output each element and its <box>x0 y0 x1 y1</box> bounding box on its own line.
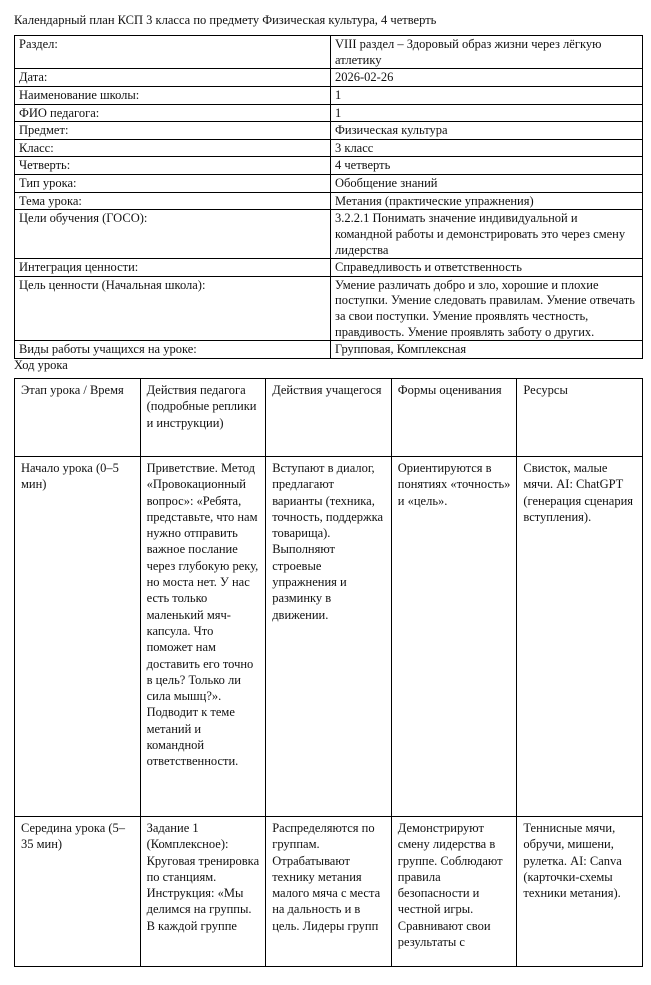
assessment-cell: Демонстрируют смену лидерства в группе. Соблюдают правила безопасности и честной игры. Сравнивают свои результаты с <box>391 817 517 967</box>
info-value: Справедливость и ответственность <box>331 259 643 277</box>
student-cell: Распределяются по группам. Отрабатывают технику метания малого мяча с места на дальность и в цель. Лидеры групп <box>266 817 392 967</box>
info-label: Класс: <box>15 139 331 157</box>
lesson-flow-table <box>14 378 643 967</box>
info-value: Метания (практические упражнения) <box>331 192 643 210</box>
info-value: 4 четверть <box>331 157 643 175</box>
stage-cell: Середина урока (5–35 мин) <box>15 817 141 967</box>
info-label: Дата: <box>15 69 331 87</box>
info-label: Цели обучения (ГОСО): <box>15 210 331 259</box>
info-row-value-goal <box>15 276 643 341</box>
info-row-grade <box>15 139 643 157</box>
student-cell: Вступают в диалог, предлагают варианты (техника, точность, поддержка товарища). Выполняют строевые упражнения и разминку в движении. <box>266 457 392 817</box>
info-value: Обобщение знаний <box>331 175 643 193</box>
stage-cell: Начало урока (0–5 мин) <box>15 457 141 817</box>
info-label: Тема урока: <box>15 192 331 210</box>
info-value: VIII раздел – Здоровый образ жизни через лёгкую атлетику <box>331 36 643 69</box>
info-label: Цель ценности (Начальная школа): <box>15 276 331 341</box>
info-label: Раздел: <box>15 36 331 69</box>
info-label: Четверть: <box>15 157 331 175</box>
info-row-learning-goals <box>15 210 643 259</box>
info-value: 2026-02-26 <box>331 69 643 87</box>
header-student-actions: Действия учащегося <box>266 379 392 457</box>
resources-cell: Теннисные мячи, обручи, мишени, рулетка. AI: Canva (карточки-схемы техники метания). <box>517 817 643 967</box>
header-assessment: Формы оценивания <box>391 379 517 457</box>
info-value: Групповая, Комплексная <box>331 341 643 359</box>
info-value: 1 <box>331 104 643 122</box>
info-label: Интеграция ценности: <box>15 259 331 277</box>
info-row-date <box>15 69 643 87</box>
info-label: Наименование школы: <box>15 86 331 104</box>
teacher-cell: Задание 1 (Комплексное): Круговая тренировка по станциям. Инструкция: «Мы делимся на группы. В каждой группе <box>140 817 266 967</box>
info-row-subject <box>15 122 643 140</box>
info-value: Физическая культура <box>331 122 643 140</box>
info-label: Виды работы учащихся на уроке: <box>15 341 331 359</box>
info-label: Тип урока: <box>15 175 331 193</box>
header-teacher-actions: Действия педагога (подробные реплики и инструкции) <box>140 379 266 457</box>
info-value: 3.2.2.1 Понимать значение индивидуальной и командной работы и демонстрировать это через смену лидерства <box>331 210 643 259</box>
table-row <box>15 457 643 817</box>
info-row-lesson-type <box>15 175 643 193</box>
assessment-cell: Ориентируются в понятиях «точность» и «цель». <box>391 457 517 817</box>
info-label: Предмет: <box>15 122 331 140</box>
info-value: Умение различать добро и зло, хорошие и плохие поступки. Умение следовать правилам. Умение отвечать за свои поступки. Умение проявлять честность, правдивость. Умение проявлять заботу о других. <box>331 276 643 341</box>
table-row <box>15 817 643 967</box>
info-row-quarter <box>15 157 643 175</box>
header-stage: Этап урока / Время <box>15 379 141 457</box>
info-row-teacher <box>15 104 643 122</box>
info-row-section <box>15 36 643 69</box>
info-label: ФИО педагога: <box>15 104 331 122</box>
info-row-school <box>15 86 643 104</box>
lesson-info-table <box>14 35 643 359</box>
info-row-value-integration <box>15 259 643 277</box>
teacher-cell: Приветствие. Метод «Провокационный вопрос»: «Ребята, представьте, что нам нужно отправить важное послание через глубокую реку, но моста нет. У нас есть только маленький мяч-капсула. Что поможет нам доставить его точно в цель? Только ли сила мышц?». Подводит к теме метаний и командной ответственности. <box>140 457 266 817</box>
info-row-work-types <box>15 341 643 359</box>
header-resources: Ресурсы <box>517 379 643 457</box>
info-row-topic <box>15 192 643 210</box>
document-title: Календарный план КСП 3 класса по предмету Физическая культура, 4 четверть <box>14 13 437 27</box>
info-value: 3 класс <box>331 139 643 157</box>
resources-cell: Свисток, малые мячи. AI: ChatGPT (генерация сценария вступления). <box>517 457 643 817</box>
table-header-row <box>15 379 643 457</box>
info-value: 1 <box>331 86 643 104</box>
lesson-flow-title: Ход урока <box>14 358 68 372</box>
